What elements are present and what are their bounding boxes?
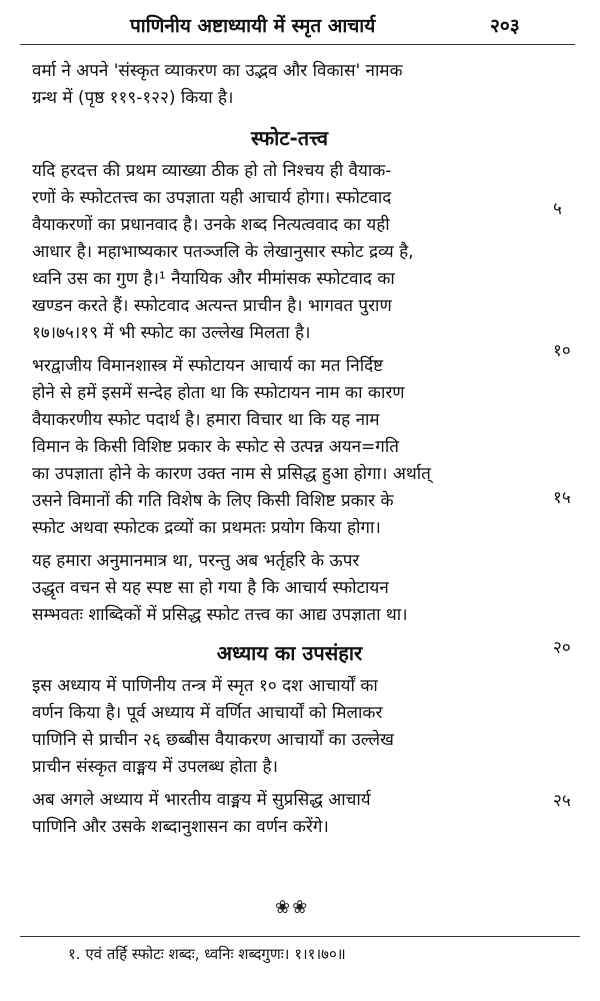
text-line: वर्मा ने अपने 'संस्कृत व्याकरण का उद्भव और विकास' नामक — [32, 61, 403, 81]
running-title: पाणिनीय अष्टाध्यायी में स्मृत आचार्य — [130, 15, 376, 37]
text-line: वैयाकरणों का प्रधानवाद है। उनके शब्द नित्यत्ववाद का यही — [32, 215, 390, 235]
margin-line-number: ५ — [553, 199, 562, 219]
text-line: स्फोट अथवा स्फोटक द्रव्यों का प्रथमतः प्रयोग किया होगा। — [32, 518, 381, 538]
text-line: इस अध्याय में पाणिनीय तन्त्र में स्मृत १० दश आचार्यों का — [32, 676, 378, 696]
text-line: खण्डन करते हैं। स्फोटवाद अत्यन्त प्राचीन है। भागवत पुराण — [32, 296, 392, 316]
margin-line-number: २० — [553, 638, 571, 658]
text-line: भरद्वाजीय विमानशास्त्र में स्फोटायन आचार्य का मत निर्दिष्ट — [32, 356, 384, 376]
text-line: ध्वनि उस का गुण है।¹ नैयायिक और मीमांसक स्फोटवाद का — [32, 269, 395, 289]
page-number: २०३ — [490, 15, 520, 37]
header-divider — [20, 44, 575, 45]
text-line: पाणिनि से प्राचीन २६ छब्बीस वैयाकरण आचार्यों का उल्लेख — [32, 730, 394, 750]
running-head — [0, 12, 600, 42]
text-line: सम्भवतः शाब्दिकों में प्रसिद्ध स्फोट तत्त्व का आद्य उपज्ञाता था। — [32, 605, 408, 625]
flower-ornament-icon: ❀❀ — [275, 897, 310, 918]
text-line: वर्णन किया है। पूर्व अध्याय में वर्णित आचार्यों को मिलाकर — [32, 703, 383, 723]
text-line: वैयाकरणीय स्फोट पदार्थ है। हमारा विचार था कि यह नाम — [32, 410, 380, 430]
main-text — [32, 58, 547, 841]
text-line: पाणिनि और उसके शब्दानुशासन का वर्णन करेंगे। — [32, 817, 329, 837]
section-heading: अध्याय का उपसंहार — [216, 641, 363, 665]
text-line: रणों के स्फोटतत्त्व का उपज्ञाता यही आचार्य होगा। स्फोटवाद — [32, 188, 392, 208]
text-line: उद्धृत वचन से यह स्पष्ट सा हो गया है कि आचार्य स्फोटायन — [32, 578, 389, 598]
text-line: होने से हमें इसमें सन्देह होता था कि स्फोटायन नाम का कारण — [32, 383, 405, 403]
text-line: विमान के किसी विशिष्ट प्रकार के स्फोट से उत्पन्न अयन=गति — [32, 437, 399, 457]
text-line: ग्रन्थ में (पृष्ठ ११९-१२२) किया है। — [32, 88, 234, 108]
text-line: यदि हरदत्त की प्रथम व्याख्या ठीक हो तो निश्चय ही वैयाक- — [32, 161, 392, 181]
text-line: आधार है। महाभाष्यकार पतञ्जलि के लेखानुसार स्फोट द्रव्य है, — [32, 242, 414, 262]
text-line: यह हमारा अनुमानमात्र था, परन्तु अब भर्तृहरि के ऊपर — [32, 551, 360, 571]
footnote: १. एवं तर्हि स्फोटः शब्दः, ध्वनिः शब्दगुणः। १।१।७०॥ — [68, 945, 346, 963]
text-line: १७।७५।१९ में भी स्फोट का उल्लेख मिलता है। — [32, 323, 311, 343]
text-line: उसने विमानों की गति विशेष के लिए किसी विशिष्ट प्रकार के — [32, 491, 394, 511]
footnote-divider — [20, 936, 580, 937]
margin-line-number: १५ — [553, 488, 571, 508]
margin-line-number: १० — [553, 341, 571, 361]
text-line: प्राचीन संस्कृत वाङ्मय में उपलब्ध होता है। — [32, 757, 278, 777]
section-heading: स्फोट-तत्त्व — [250, 126, 328, 150]
margin-line-number: २५ — [553, 791, 571, 811]
text-line: का उपज्ञाता होने के कारण उक्त नाम से प्रसिद्ध हुआ होगा। अर्थात् — [32, 464, 431, 484]
text-line: अब अगले अध्याय में भारतीय वाङ्मय में सुप्रसिद्ध आचार्य — [32, 790, 371, 810]
